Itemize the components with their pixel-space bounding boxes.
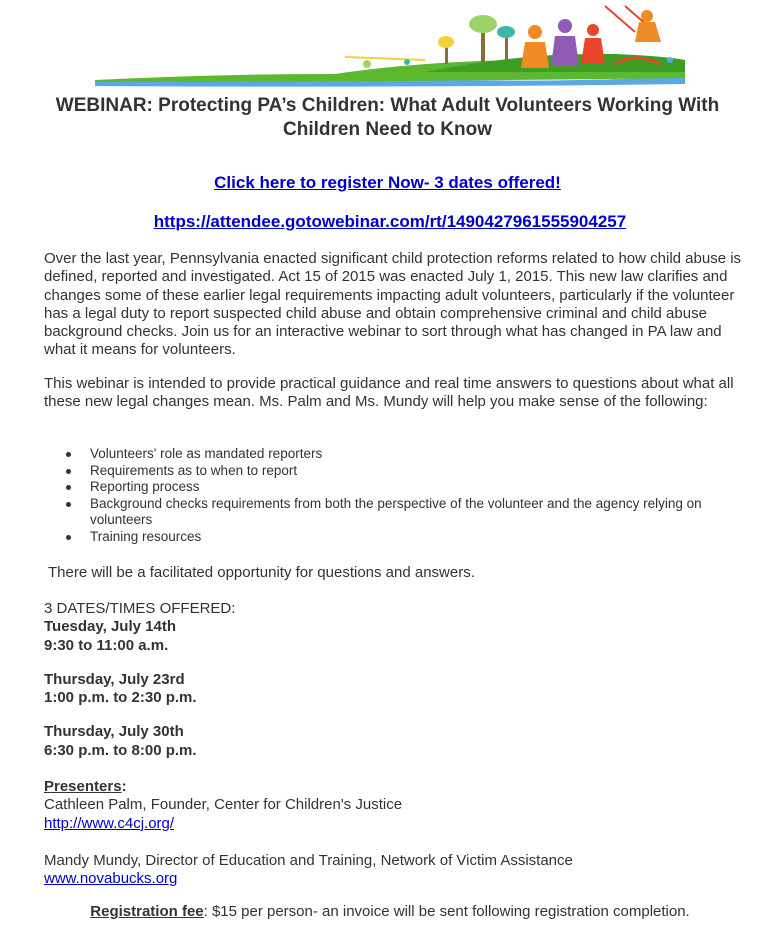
presenters-heading-colon: : xyxy=(121,778,127,795)
purpose-paragraph: This webinar is intended to provide practical guidance and real time answers to questions about what all these new legal changes mean. Ms. Palm and Ms. Mundy will help you make sense of the following: xyxy=(44,375,734,411)
fee-text: : $15 per person- an invoice will be sent following registration completion. xyxy=(203,903,690,920)
topic-text: Reporting process xyxy=(90,479,200,494)
presenters-heading-label: Presenters xyxy=(44,778,122,795)
header-banner-illustration xyxy=(95,2,685,90)
list-item xyxy=(44,446,734,463)
topic-text: Training resources xyxy=(90,528,202,544)
list-item xyxy=(44,496,734,529)
bullet-icon xyxy=(66,469,71,474)
list-item xyxy=(44,479,734,496)
topic-text: Background checks requirements from both the perspective of the volunteer and the agency relying on volunteers xyxy=(90,495,702,527)
presenter-name: Mandy Mundy, Director of Education and Training, Network of Victim Assistance xyxy=(44,851,573,869)
qa-note: There will be a facilitated opportunity for questions and answers. xyxy=(48,564,475,581)
registration-fee xyxy=(0,903,775,921)
topic-text: Volunteers' role as mandated reporters xyxy=(90,446,323,461)
list-item xyxy=(44,463,734,480)
list-item xyxy=(44,529,734,546)
bullet-icon xyxy=(66,535,71,540)
dates-heading: 3 DATES/TIMES OFFERED: xyxy=(44,600,236,617)
swing-figure-icon xyxy=(605,6,661,42)
fee-label: Registration fee xyxy=(90,903,204,920)
rope-line xyxy=(345,57,425,60)
page-title: WEBINAR: Protecting PA’s Children: What Adult Volunteers Working With Children Need to Know xyxy=(55,95,720,140)
presenter-website-link[interactable]: www.novabucks.org xyxy=(44,870,178,888)
child-figure-icon xyxy=(551,19,579,66)
tree-icon xyxy=(469,15,497,62)
register-link[interactable]: Click here to register Now- 3 dates offered! xyxy=(214,173,561,192)
bullet-icon xyxy=(66,452,71,457)
session-time: 1:00 p.m. to 2:30 p.m. xyxy=(44,689,197,707)
bush-icon xyxy=(363,60,371,68)
child-figure-icon xyxy=(521,25,549,68)
session-time: 6:30 p.m. to 8:00 p.m. xyxy=(44,741,197,759)
topic-text: Requirements as to when to report xyxy=(90,462,298,478)
presenter-name: Cathleen Palm, Founder, Center for Children's Justice xyxy=(44,796,403,814)
tree-icon xyxy=(438,36,454,64)
session-day: Tuesday, July 14th xyxy=(44,618,176,636)
session-day: Thursday, July 30th xyxy=(44,723,184,741)
sessions-block xyxy=(44,600,235,760)
child-figure-icon xyxy=(581,24,605,64)
topics-list xyxy=(44,446,734,545)
session-time: 9:30 to 11:00 a.m. xyxy=(44,636,169,654)
session-day: Thursday, July 23rd xyxy=(44,670,185,688)
ball-icon xyxy=(404,59,410,65)
bullet-icon xyxy=(66,502,71,507)
ball-icon xyxy=(667,57,673,63)
presenters-block xyxy=(44,778,573,888)
register-url-link[interactable]: https://attendee.gotowebinar.com/rt/1490427961555904257 xyxy=(153,212,627,231)
presenters-heading xyxy=(44,778,573,796)
tree-icon xyxy=(497,26,515,60)
presenter-website-link[interactable]: http://www.c4cj.org/ xyxy=(44,814,175,832)
intro-paragraph: Over the last year, Pennsylvania enacted significant child protection reforms related to how child abuse is defined, reported and investigated. Act 15 of 2015 was enacted July 1, 2015. This new law clarifies and changes some of these earlier legal requirements impacting adult volunteers, particularly if the volunteer has a legal duty to report suspected child abuse and obtain comprehensive criminal and child abuse background checks. Join us for an interactive webinar to sort through what has changed in PA law and what it means for volunteers. xyxy=(44,250,742,359)
bullet-icon xyxy=(66,485,71,490)
